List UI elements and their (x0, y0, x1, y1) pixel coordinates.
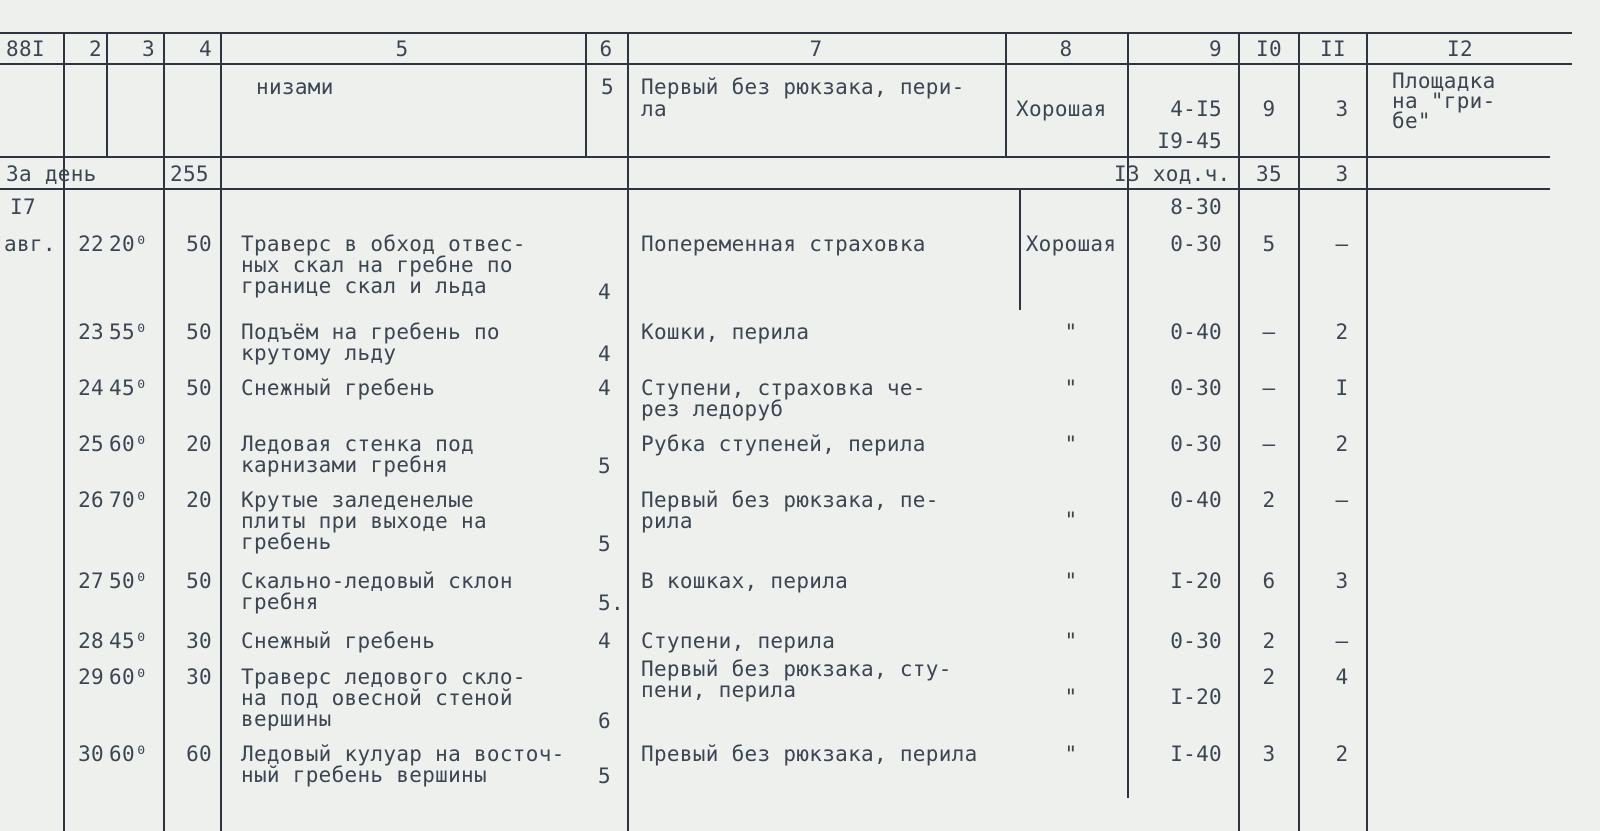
belay-method: Превый без рюкзака, перила (641, 742, 978, 766)
slope-angle: 70⁰ (109, 488, 148, 512)
row-number: 25 (78, 432, 104, 456)
header-rule (0, 63, 1572, 65)
difficulty-category: 5 (598, 532, 611, 556)
section-description: границе скал и льда (241, 274, 487, 298)
belay-method: ла (641, 97, 667, 121)
table-top-rule (0, 32, 1572, 34)
col11-value: 3 (1335, 569, 1349, 593)
column-divider (1366, 33, 1368, 831)
time: I-20 (1170, 569, 1222, 593)
time: 0-40 (1170, 320, 1222, 344)
weather: " (1064, 569, 1078, 593)
column-header: 7 (809, 37, 823, 61)
difficulty-category: 5 (598, 454, 611, 478)
column-divider (220, 33, 222, 831)
time: 4-I5 (1170, 97, 1222, 121)
weather: Хорошая (1016, 97, 1107, 121)
belay-method: рез ледоруб (641, 397, 784, 421)
section-length: 20 (186, 488, 212, 512)
section-length: 60 (186, 742, 212, 766)
time: 0-30 (1170, 629, 1222, 653)
section-description: гребня (241, 590, 319, 614)
column-header: 9 (1209, 37, 1222, 61)
col10-value: 2 (1262, 488, 1276, 512)
time: I-40 (1170, 742, 1222, 766)
column-header: 5 (395, 37, 409, 61)
bivouac-note: на "гри- (1392, 89, 1496, 113)
slope-angle: 60⁰ (109, 665, 148, 689)
section-description: на под овесной стеной (241, 686, 513, 710)
time: 0-30 (1170, 376, 1222, 400)
col11-value: 2 (1335, 432, 1349, 456)
weather: " (1064, 432, 1078, 456)
day-total-col11: 3 (1335, 162, 1349, 186)
weather: " (1064, 742, 1078, 766)
section-description: крутому льду (241, 341, 397, 365)
col10-value: 2 (1262, 665, 1276, 689)
time: I9-45 (1157, 129, 1222, 153)
section-length: 50 (186, 320, 212, 344)
section-length: 50 (186, 232, 212, 256)
time: I-20 (1170, 685, 1222, 709)
difficulty-category: 4 (598, 629, 611, 653)
col10-value: 2 (1262, 629, 1276, 653)
belay-method: Рубка ступеней, перила (641, 432, 926, 456)
column-header: I0 (1256, 37, 1282, 61)
column-header: 3 (142, 37, 155, 61)
col10-value: 3 (1262, 742, 1276, 766)
col10-value: 5 (1262, 232, 1276, 256)
section-length: 50 (186, 569, 212, 593)
col11-value: I (1335, 376, 1349, 400)
section-description: ный гребень вершины (241, 763, 487, 787)
time: 0-30 (1170, 432, 1222, 456)
column-divider (1127, 33, 1129, 798)
weather: " (1064, 320, 1078, 344)
date-day: I7 (10, 195, 36, 219)
difficulty-category: 4 (598, 280, 611, 304)
belay-method: Попеременная страховка (641, 232, 926, 256)
date-month: авг. (4, 232, 56, 256)
difficulty-category: 5 (601, 75, 614, 99)
slope-angle: 60⁰ (109, 432, 148, 456)
column-header: 4 (199, 37, 212, 61)
slope-angle: 20⁰ (109, 232, 148, 256)
slope-angle: 45⁰ (109, 629, 148, 653)
column-header: I2 (1447, 37, 1473, 61)
belay-method: Первый без рюкзака, пе- (641, 488, 939, 512)
section-description: Снежный гребень (241, 376, 436, 400)
difficulty-category: 4 (598, 376, 611, 400)
column-header: 6 (599, 37, 613, 61)
section-description: Подъём на гребень по (241, 320, 500, 344)
section-description: Снежный гребень (241, 629, 436, 653)
section-description: Скально-ледовый склон (241, 569, 513, 593)
section-description: вершины (241, 707, 332, 731)
difficulty-category: 6 (598, 709, 611, 733)
difficulty-category: 5. (598, 591, 624, 615)
section-description: низами (256, 75, 334, 99)
column-divider (1298, 33, 1300, 831)
column-divider (1005, 33, 1007, 157)
section-description: Крутые заледенелые (241, 488, 474, 512)
section-description: Ледовая стенка под (241, 432, 474, 456)
column-header: 8 (1059, 37, 1073, 61)
row-number: 27 (78, 569, 104, 593)
belay-method: пени, перила (641, 678, 797, 702)
day-total-col10: 35 (1256, 162, 1282, 186)
slope-angle: 50⁰ (109, 569, 148, 593)
belay-method: Первый без рюкзака, сту- (641, 657, 952, 681)
belay-method: В кошках, перила (641, 569, 849, 593)
column-header: 2 (89, 37, 102, 61)
column-header: 88I (6, 37, 45, 61)
belay-method: рила (641, 509, 693, 533)
section-length: 50 (186, 376, 212, 400)
weather: " (1064, 508, 1078, 532)
col11-value: 4 (1335, 665, 1349, 689)
slope-angle: 55⁰ (109, 320, 148, 344)
column-divider (106, 33, 108, 157)
day-total-label: За день (6, 162, 97, 186)
col10-value: 6 (1262, 569, 1276, 593)
col11-value: – (1335, 629, 1349, 653)
belay-method: Первый без рюкзака, пери- (641, 75, 965, 99)
row-number: 22 (78, 232, 104, 256)
summary-top-rule (0, 156, 1550, 158)
col10-value: – (1262, 320, 1276, 344)
section-description: карнизами гребня (241, 453, 449, 477)
col11-value: 2 (1335, 742, 1349, 766)
belay-method: Ступени, страховка че- (641, 376, 926, 400)
time: 0-30 (1170, 232, 1222, 256)
weather: " (1064, 685, 1078, 709)
section-length: 30 (186, 665, 212, 689)
section-description: ных скал на гребне по (241, 253, 513, 277)
slope-angle: 60⁰ (109, 742, 148, 766)
weather: " (1064, 629, 1078, 653)
bivouac-note: бе" (1392, 109, 1431, 133)
belay-method: Кошки, перила (641, 320, 810, 344)
column-divider (1238, 33, 1240, 831)
column-divider (585, 33, 587, 157)
column-divider (627, 33, 629, 831)
difficulty-category: 5 (598, 764, 611, 788)
start-time: 8-30 (1170, 195, 1222, 219)
weather: " (1064, 376, 1078, 400)
day-total-distance: 255 (170, 162, 209, 186)
section-length: 30 (186, 629, 212, 653)
row-number: 26 (78, 488, 104, 512)
section-description: Траверс в обход отвес- (241, 232, 526, 256)
difficulty-category: 4 (598, 342, 611, 366)
slope-angle: 45⁰ (109, 376, 148, 400)
row-number: 30 (78, 742, 104, 766)
column-header: II (1320, 37, 1346, 61)
weather: Хорошая (1025, 232, 1117, 256)
section-description: гребень (241, 530, 332, 554)
section-length: 20 (186, 432, 212, 456)
col10-value: 9 (1262, 97, 1276, 121)
day-total-hours: I3 ход.ч. (1114, 162, 1231, 186)
col11-value: 3 (1335, 97, 1349, 121)
column-divider (163, 33, 165, 831)
belay-method: Ступени, перила (641, 629, 836, 653)
row-number: 29 (78, 665, 104, 689)
time: 0-40 (1170, 488, 1222, 512)
col10-value: – (1262, 432, 1276, 456)
bivouac-note: Площадка (1392, 69, 1496, 93)
col10-value: – (1262, 376, 1276, 400)
col11-value: 2 (1335, 320, 1349, 344)
row-number: 28 (78, 629, 104, 653)
section-description: плиты при выходе на (241, 509, 487, 533)
section-description: Траверс ледового скло- (241, 665, 526, 689)
column-divider (63, 33, 65, 831)
row-number: 24 (78, 376, 104, 400)
col11-value: – (1335, 488, 1349, 512)
col11-value: – (1335, 232, 1349, 256)
summary-bottom-rule (0, 188, 1550, 190)
section-description: Ледовый кулуар на восточ- (241, 742, 565, 766)
row-number: 23 (78, 320, 104, 344)
